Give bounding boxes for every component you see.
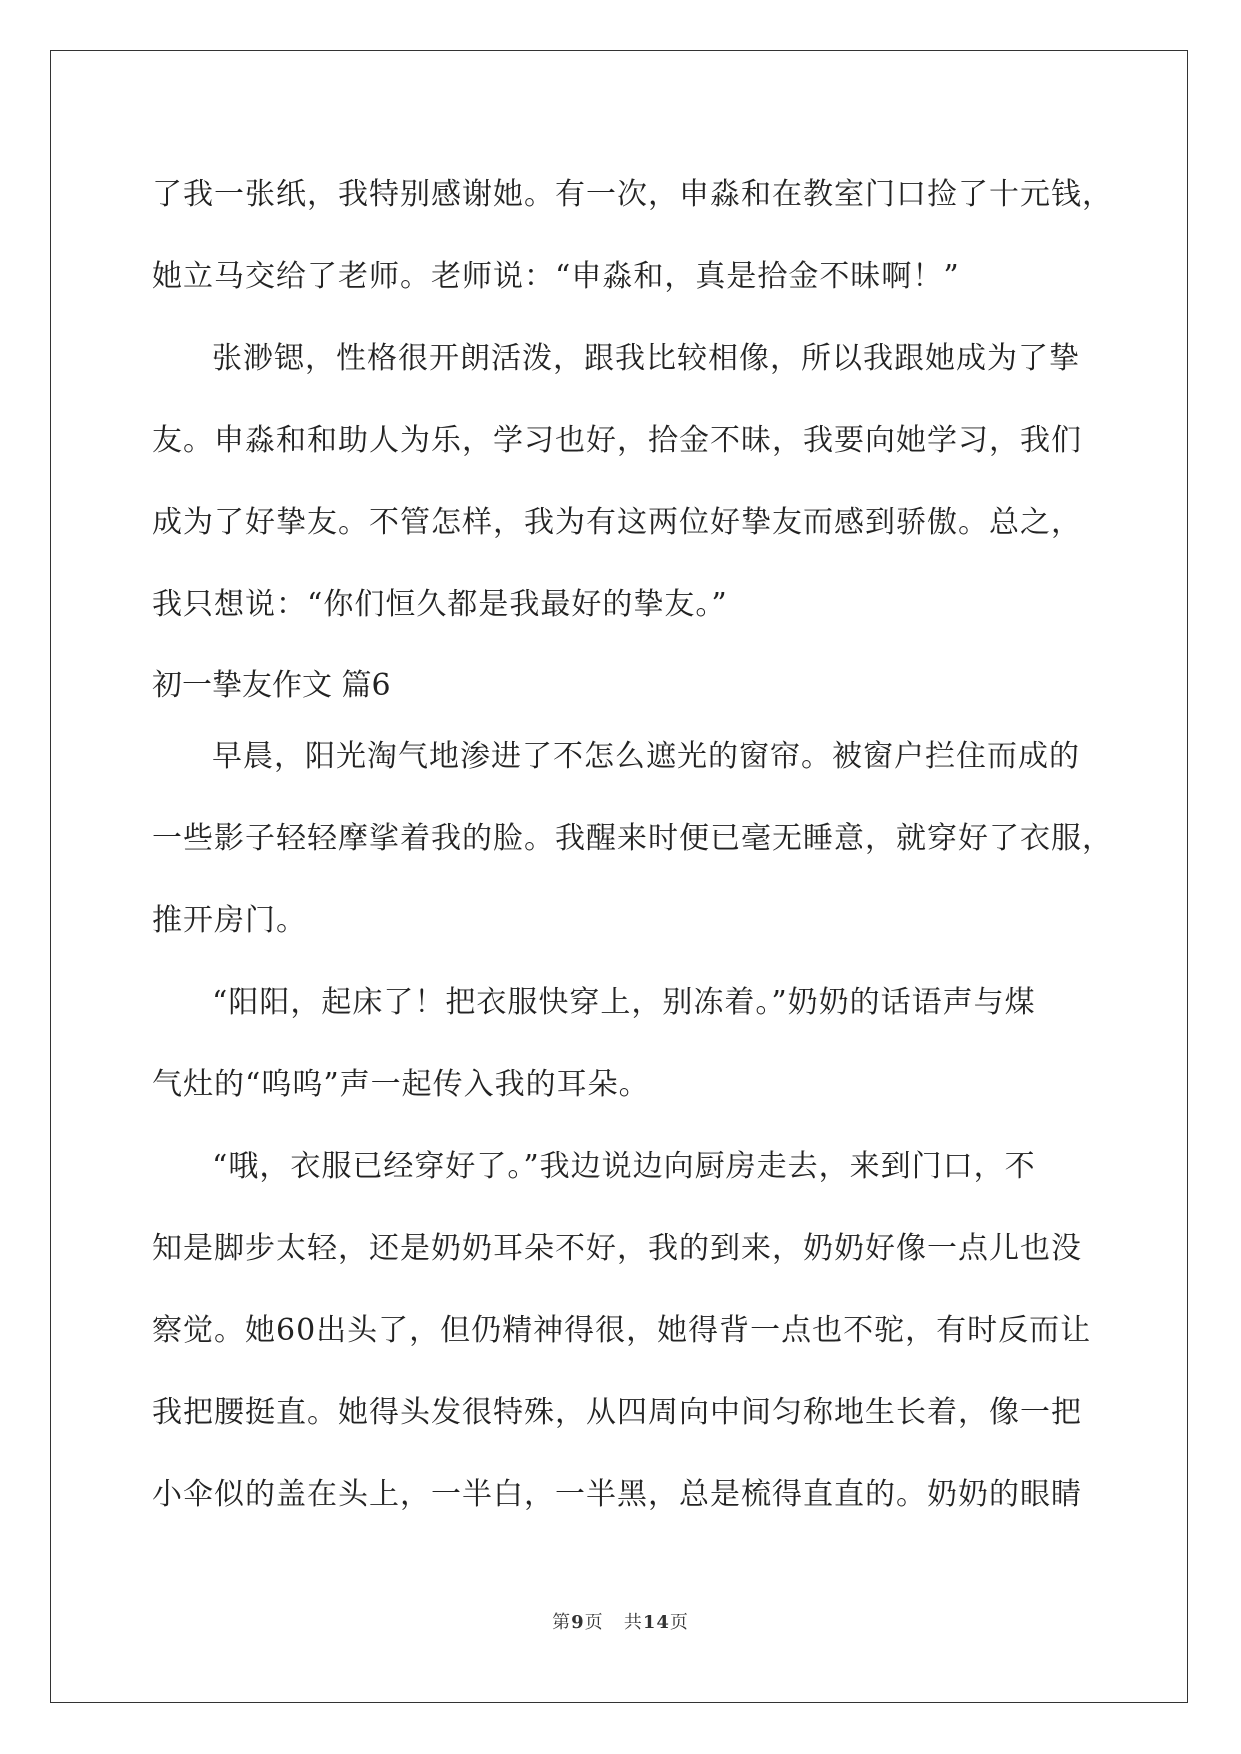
- page-footer: [0, 1608, 1241, 1634]
- text-line: 气灶的“呜呜”声一起传入我的耳朵。: [152, 1067, 650, 1102]
- total-pages: 14: [642, 1612, 670, 1633]
- total-suffix: 页: [669, 1612, 689, 1633]
- page-number: 9: [571, 1612, 585, 1633]
- page-prefix: 第: [552, 1612, 572, 1633]
- paragraph-start: “阳阳，起床了！把衣服快穿上，别冻着。”奶奶的话语声与煤: [212, 985, 1036, 1020]
- paragraph-start: 早晨，阳光淘气地渗进了不怎么遮光的窗帘。被窗户拦住而成的: [212, 739, 1080, 774]
- text-line: 知是脚步太轻，还是奶奶耳朵不好，我的到来，奶奶好像一点儿也没: [152, 1231, 1082, 1266]
- page-suffix: 页: [584, 1612, 604, 1633]
- text-line: 推开房门。: [152, 903, 307, 938]
- total-prefix: 共: [623, 1612, 643, 1633]
- text-line: 我只想说：“你们恒久都是我最好的挚友。”: [152, 587, 728, 622]
- paragraph-start: 张渺锶，性格很开朗活泼，跟我比较相像，所以我跟她成为了挚: [212, 341, 1080, 376]
- text-line: 小伞似的盖在头上，一半白，一半黑，总是梳得直直的。奶奶的眼睛: [152, 1477, 1082, 1512]
- paragraph-start: “哦，衣服已经穿好了。”我边说边向厨房走去，来到门口，不: [212, 1149, 1036, 1184]
- text-line: 我把腰挺直。她得头发很特殊，从四周向中间匀称地生长着，像一把: [152, 1395, 1082, 1430]
- text-line: 一些影子轻轻摩挲着我的脸。我醒来时便已毫无睡意，就穿好了衣服，: [152, 821, 1113, 856]
- document-body: [152, 160, 1113, 1542]
- text-line: 成为了好挚友。不管怎样，我为有这两位好挚友而感到骄傲。总之，: [152, 505, 1082, 540]
- text-line: 友。申淼和和助人为乐，学习也好，拾金不昧，我要向她学习，我们: [152, 423, 1082, 458]
- text-line: 她立马交给了老师。老师说：“申淼和，真是拾金不昧啊！”: [152, 259, 960, 294]
- text-line: 了我一张纸，我特别感谢她。有一次，申淼和在教室门口捡了十元钱，: [152, 177, 1113, 212]
- section-heading: 初一挚友作文 篇6: [152, 668, 391, 703]
- text-line: 察觉。她60出头了，但仍精神得很，她得背一点也不驼，有时反而让: [152, 1313, 1092, 1348]
